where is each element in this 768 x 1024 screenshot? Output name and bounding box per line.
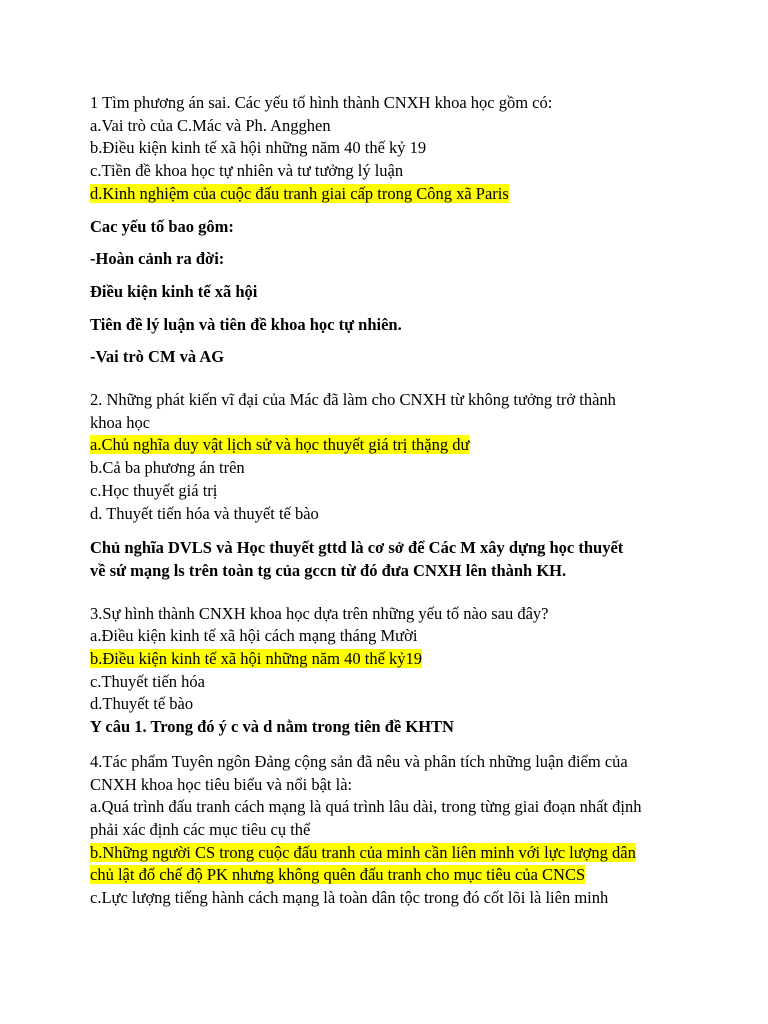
question-1-text: 1 Tìm phương án sai. Các yếu tố hình thành CNXH khoa học gồm có:: [90, 93, 553, 112]
question-1-option-a: a.Vai trò của C.Mác và Ph. Angghen: [90, 115, 331, 135]
question-2-option-c: c.Học thuyết giá trị: [90, 480, 218, 500]
question-3-note: Y câu 1. Trong đó ý c và d nằm trong tiên đề KHTN: [90, 717, 454, 737]
question-3-text: 3.Sự hình thành CNXH khoa học dựa trên những yếu tố nào sau đây?: [90, 603, 549, 623]
question-1-option-d-highlighted: d.Kinh nghiệm của cuộc đấu tranh giai cấp trong Công xã Paris: [90, 183, 509, 203]
question-4-option-b-line-2-highlighted: chủ lật đổ chế độ PK nhưng không quên đấu tranh cho mục tiêu của CNCS: [90, 865, 586, 885]
question-2-option-a-highlighted: a.Chủ nghĩa duy vật lịch sử và học thuyết giá trị thặng dư: [90, 435, 470, 455]
question-1-option-b: b.Điều kiện kinh tế xã hội những năm 40 thế kỷ 19: [90, 138, 427, 158]
question-2-option-d: d. Thuyết tiến hóa và thuyết tế bào: [90, 503, 319, 523]
question-1-note-3: Điều kiện kinh tế xã hội: [90, 281, 258, 301]
question-3-option-d: d.Thuyết tế bào: [90, 694, 194, 714]
question-3: [90, 603, 708, 739]
question-1-note-2: -Hoàn cảnh ra đời:: [90, 249, 225, 269]
question-3-option-c: c.Thuyết tiến hóa: [90, 671, 206, 691]
question-4-option-a-line-1: a.Quá trình đấu tranh cách mạng là quá trình lâu dài, trong từng giai đoạn nhất định: [90, 797, 642, 817]
question-1-note-1: Cac yếu tố bao gôm:: [90, 216, 234, 236]
question-3-option-a: a.Điều kiện kinh tế xã hội cách mạng tháng Mười: [90, 626, 418, 646]
question-4-option-b-line-1-highlighted: b.Những người CS trong cuộc đấu tranh của minh cần liên minh với lực lượng dân: [90, 842, 636, 862]
question-1: [90, 92, 708, 206]
question-2-text-line-2: khoa học: [90, 412, 151, 432]
question-2: [90, 389, 708, 525]
question-4-text-line-2: CNXH khoa học tiêu biểu và nổi bật là:: [90, 774, 353, 794]
question-4-option-a-line-2: phải xác định các mục tiêu cụ thể: [90, 819, 311, 839]
question-1-note-4: Tiên đề lý luận và tiên đề khoa học tự nhiên.: [90, 314, 402, 334]
question-3-option-b-highlighted: b.Điều kiện kinh tế xã hội những năm 40 thế kỷ19: [90, 649, 423, 669]
question-1-notes: [90, 216, 708, 370]
question-2-note-line-1: Chủ nghĩa DVLS và Học thuyết gttd là cơ sở để Các M xây dựng học thuyết: [90, 538, 624, 558]
question-2-text-line-1: 2. Những phát kiến vĩ đại của Mác đã làm cho CNXH từ không tưởng trở thành: [90, 390, 616, 410]
question-4: [90, 751, 708, 910]
question-2-note-line-2: về sứ mạng ls trên toàn tg của gccn từ đó đưa CNXH lên thành KH.: [90, 560, 567, 580]
question-1-option-c: c.Tiền đề khoa học tự nhiên và tư tưởng lý luận: [90, 161, 404, 181]
question-2-option-b: b.Cả ba phương án trên: [90, 458, 245, 478]
question-1-note-5: -Vai trò CM và AG: [90, 347, 225, 367]
question-4-text-line-1: 4.Tác phẩm Tuyên ngôn Đảng cộng sản đã nêu và phân tích những luận điểm của: [90, 751, 628, 771]
question-2-note: [90, 537, 708, 582]
question-4-option-c-line-1: c.Lực lượng tiếng hành cách mạng là toàn dân tộc trong đó cốt lõi là liên minh: [90, 888, 609, 908]
